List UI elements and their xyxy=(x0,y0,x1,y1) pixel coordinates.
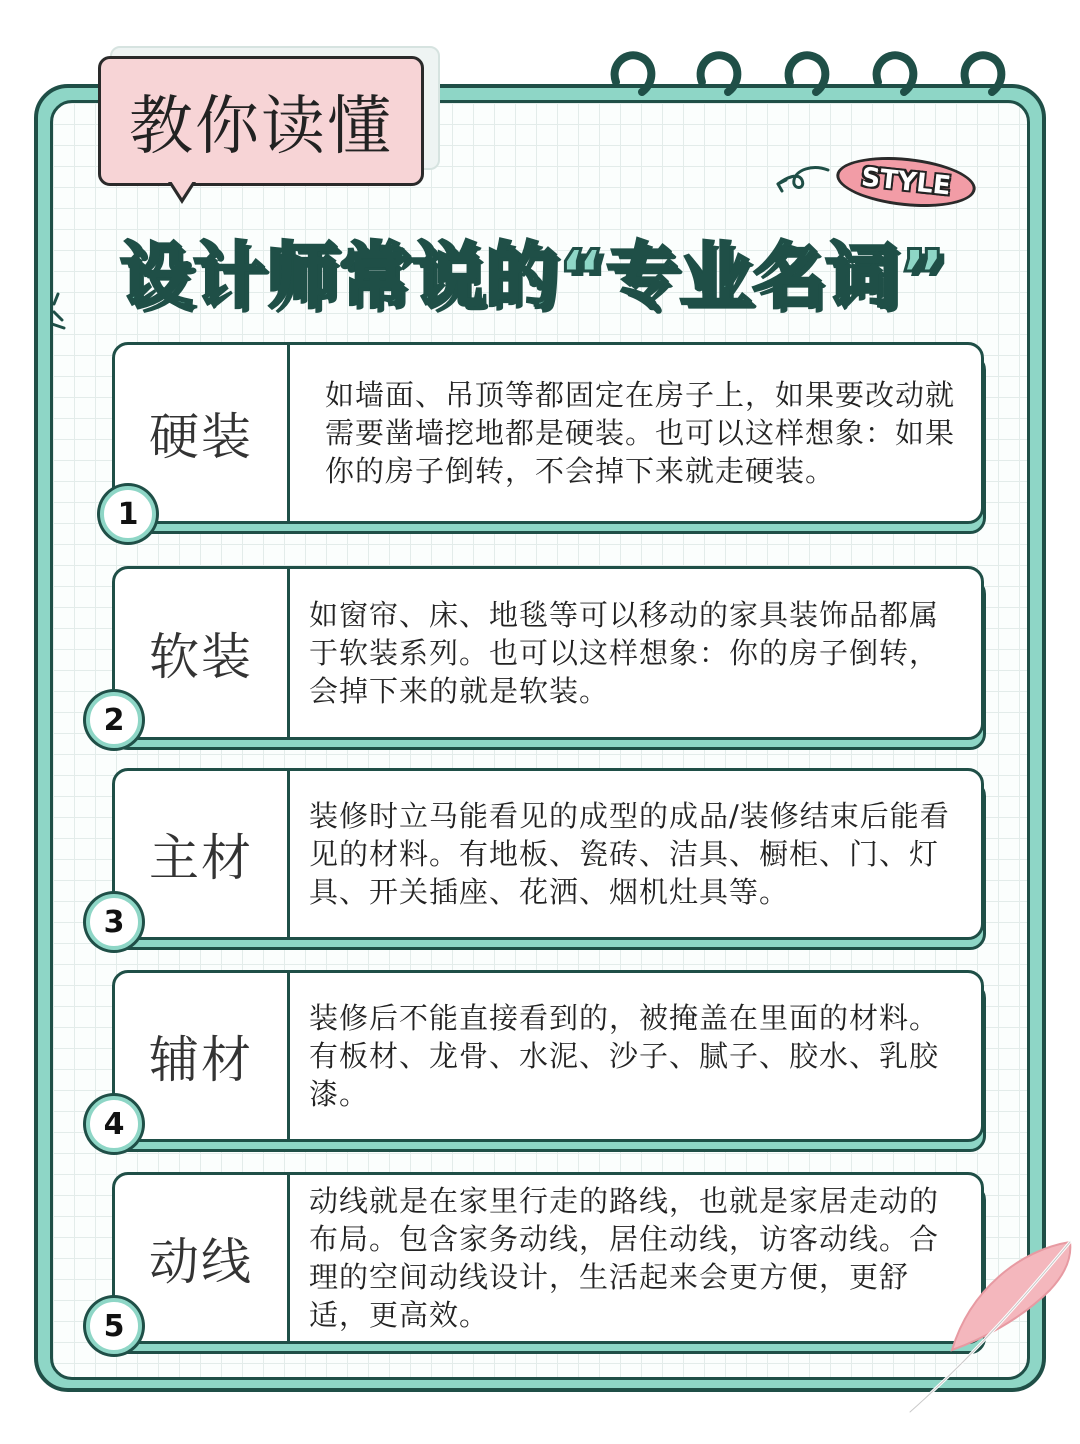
binder-ring-icon xyxy=(868,48,924,118)
card-description-text: 装修时立马能看见的成型的成品/装修结束后能看见的材料。有地板、瓷砖、洁具、橱柜、门、灯具、开关插座、花洒、烟机灶具等。 xyxy=(309,799,950,909)
card-divider xyxy=(287,973,290,1139)
card-divider xyxy=(287,569,290,737)
card-description-text: 如窗帘、床、地毯等可以移动的家具装饰品都属于软装系列。也可以这样想象：你的房子倒转，会掉下来的就是软装。 xyxy=(309,598,940,708)
badge: 教你读懂 xyxy=(98,56,424,186)
term-card-1 xyxy=(112,342,984,524)
card-description-text: 动线就是在家里行走的路线，也就是家居走动的布局。包含家务动线，居住动线，访客动线。合理的空间动线设计，生活起来会更方便，更舒适，更高效。 xyxy=(309,1184,940,1332)
card-term: 动线 xyxy=(149,1233,253,1291)
card-description xyxy=(325,345,967,521)
number-badge: 1 xyxy=(100,486,156,542)
card-description xyxy=(309,771,967,937)
card-description xyxy=(309,1175,967,1341)
number-badge: 5 xyxy=(86,1298,142,1354)
card-divider xyxy=(287,345,290,521)
feather-quill-icon xyxy=(900,1230,1080,1420)
binder-ring-icon xyxy=(780,48,836,118)
term-card-5 xyxy=(112,1172,984,1344)
binder-ring-icon xyxy=(606,48,662,118)
page-title: 设计师常说的“专业名词” xyxy=(120,234,947,318)
card-description xyxy=(309,973,967,1139)
number-badge: 2 xyxy=(86,692,142,748)
badge-tail-fill xyxy=(171,181,193,198)
number-badge: 4 xyxy=(86,1096,142,1152)
sparkle-lines-icon xyxy=(48,290,74,330)
card-term: 辅材 xyxy=(149,1031,253,1089)
binder-ring-icon xyxy=(692,48,748,118)
card-term: 主材 xyxy=(149,829,253,887)
card-description xyxy=(309,569,967,737)
card-term: 硬装 xyxy=(149,408,253,466)
card-description-text: 装修后不能直接看到的，被掩盖在里面的材料。有板材、龙骨、水泥、沙子、腻子、胶水、乳胶漆。 xyxy=(309,1001,940,1111)
term-card-4 xyxy=(112,970,984,1142)
term-card-2 xyxy=(112,566,984,740)
curly-arrow-icon xyxy=(772,160,832,196)
number-badge: 3 xyxy=(86,894,142,950)
style-tag: STYLE xyxy=(834,151,978,213)
card-divider xyxy=(287,1175,290,1341)
term-card-3 xyxy=(112,768,984,940)
binder-ring-icon xyxy=(956,48,1012,118)
card-term: 软装 xyxy=(149,628,253,686)
card-divider xyxy=(287,771,290,937)
card-description-text: 如墙面、吊顶等都固定在房子上，如果要改动就需要凿墙挖地都是硬装。也可以这样想象：如果你的房子倒转，不会掉下来就走硬装。 xyxy=(325,378,956,488)
